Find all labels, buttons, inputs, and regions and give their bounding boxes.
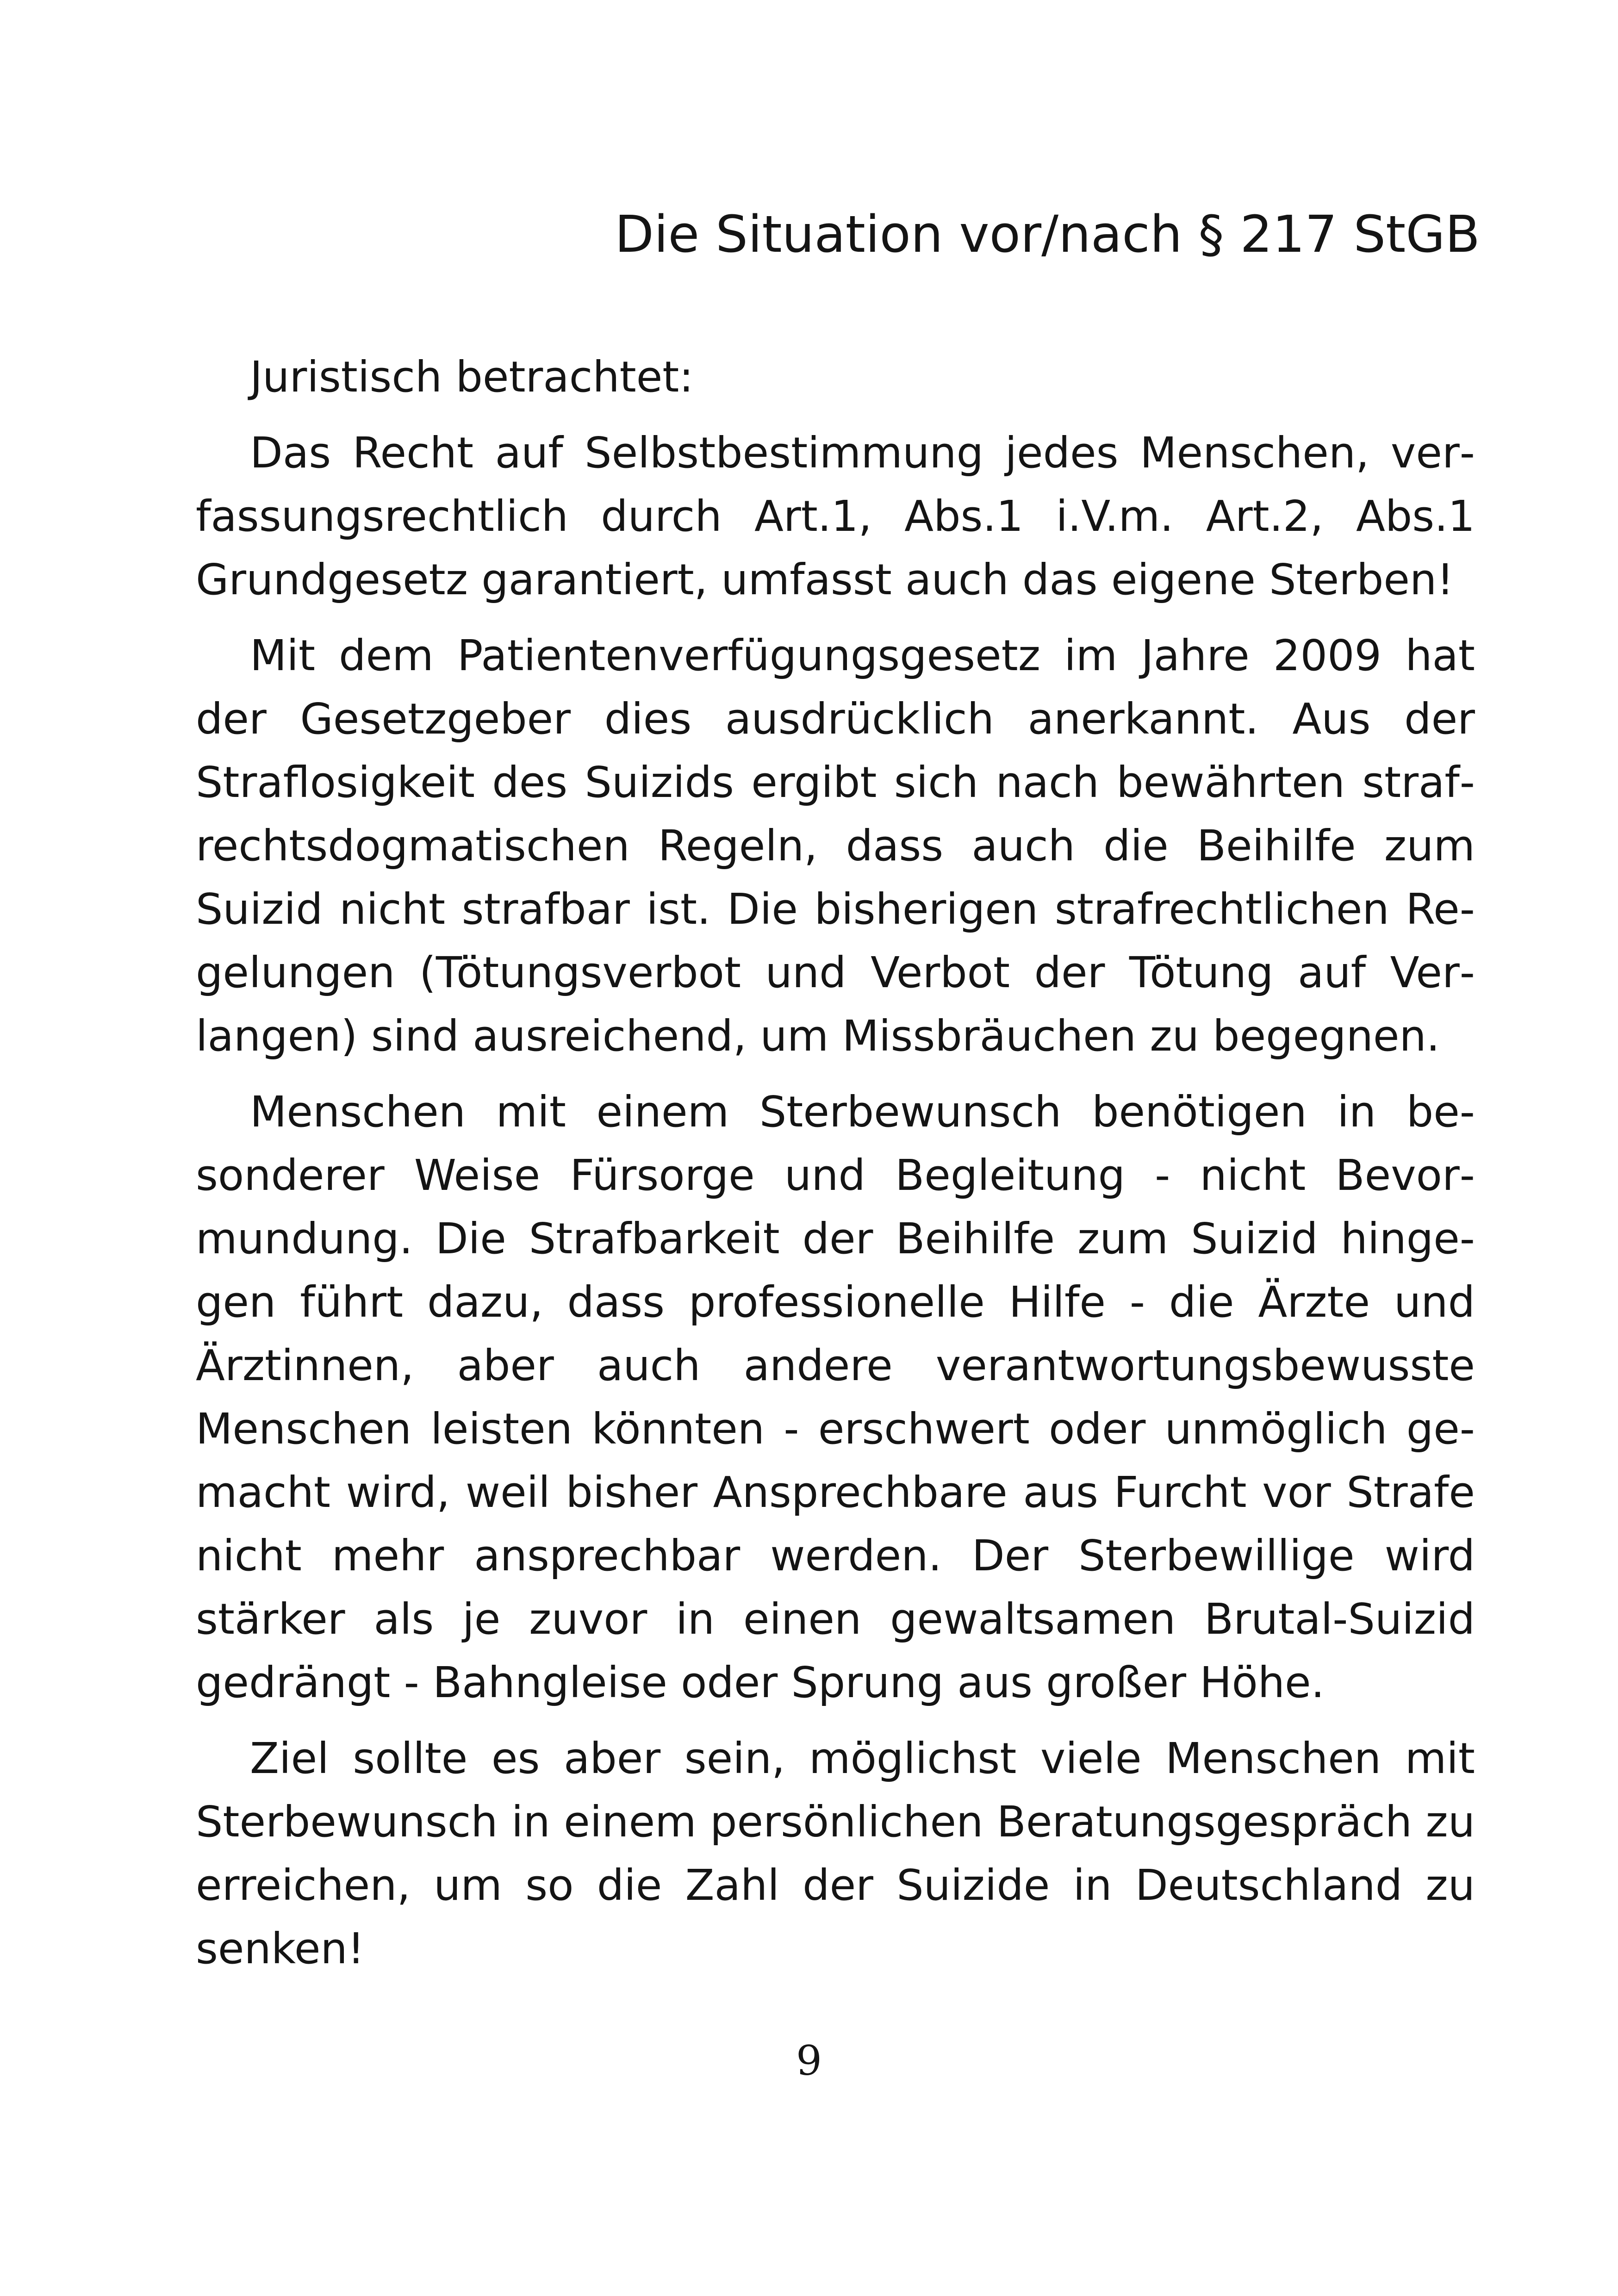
paragraph-self-determination: Das Recht auf Selbstbestimmung jedes Menschen, verfassungsrechtlich durch Art.1, Abs.1 i.V.m. Art.2, Abs.1 Grundgesetz garantiert, umfasst auch das eigene Sterben! <box>196 428 1475 604</box>
body-text <box>196 345 1475 1993</box>
page-number: 9 <box>796 2037 822 2084</box>
paragraph-care-not-paternalism: Menschen mit einem Sterbewunsch benötigen in besonderer Weise Fürsorge und Begleitung - nicht Bevormundung. Die Strafbarkeit der Beihilfe zum Suizid hingegen führt dazu, dass professionelle Hilfe - die Ärzte und Ärztinnen, aber auch andere verantwortungsbewusste Menschen leisten könnten - erschwert oder unmöglich gemacht wird, weil bisher Ansprechbare aus Furcht vor Strafe nicht mehr ansprechbar werden. Der Sterbewillige wird stärker als je zuvor in einen gewaltsamen Brutal-Suizid gedrängt - Bahngleise oder Sprung aus großer Höhe. <box>196 1087 1475 1707</box>
paragraph-patient-directive-law: Mit dem Patientenverfügungsgesetz im Jahre 2009 hat der Gesetzgeber dies ausdrücklich anerkannt. Aus der Straflosigkeit des Suizids ergibt sich nach bewährten strafrechtsdogmatischen Regeln, dass auch die Beihilfe zum Suizid nicht strafbar ist. Die bisherigen strafrechtlichen Regelungen (Tötungsverbot und Verbot der Tötung auf Verlangen) sind ausreichend, um Missbräuchen zu begegnen. <box>196 631 1475 1061</box>
paragraph-intro: Juristisch betrachtet: <box>250 352 694 402</box>
page-title: Die Situation vor/nach § 217 StGB <box>615 205 1480 264</box>
paragraph-goal: Ziel sollte es aber sein, möglichst viele Menschen mit Sterbewunsch in einem persönlichen Beratungsgespräch zu erreichen, um so die Zahl der Suizide in Deutschland zu senken! <box>196 1734 1475 1973</box>
